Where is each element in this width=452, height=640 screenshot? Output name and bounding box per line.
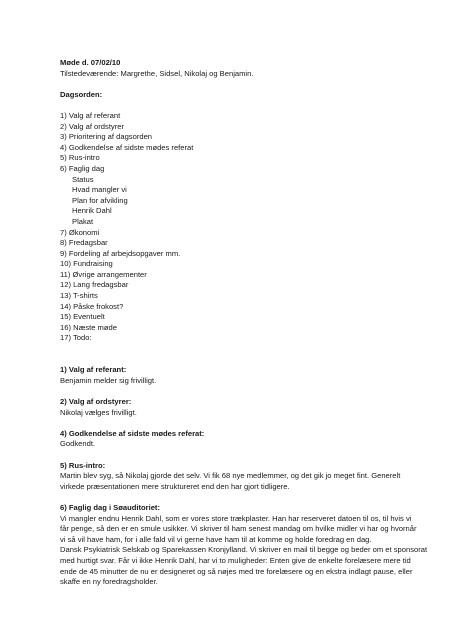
section-ordstyrer (60, 397, 422, 418)
agenda-item: 6) Faglig dag (60, 163, 105, 173)
meeting-title: Møde d. 07/02/10 (60, 58, 121, 67)
section-heading: 5) Rus-intro: (60, 460, 106, 470)
agenda-item: 5) Rus-intro (60, 153, 100, 163)
section-text: Nikolaj vælges frivilligt. (60, 407, 137, 417)
section-text: får penge, så den er en smule usikker. Vi skriver til ham senest mandag om hvilke midler vi har og hvornår (60, 524, 417, 534)
agenda-item: 11) Øvrige arrangementer (60, 269, 147, 279)
agenda-subitem: Status (72, 174, 94, 184)
section-text: Dansk Psykiatrisk Selskab og Sparekassen Kronjylland. Vi skriver en mail til begge og beder om et sponsorat (60, 545, 428, 555)
section-text: Vi mangler endnu Henrik Dahl, som er vores store trækplaster. Han har reserveret datoen til os, til hvis vi (60, 513, 412, 523)
agenda-list (60, 111, 422, 344)
agenda-item: 3) Prioritering af dagsorden (60, 132, 153, 142)
agenda-item: 17) Todo: (60, 333, 92, 343)
agenda-item: 8) Fredagsbar (60, 238, 108, 248)
section-text: virkede præsentationen mere struktureret end den har gjort tidligere. (60, 481, 290, 491)
agenda-subitem: Henrik Dahl (72, 206, 112, 216)
agenda-subitem: Hvad mangler vi (72, 185, 127, 195)
agenda-item: 2) Valg af ordstyrer (60, 121, 125, 131)
section-text: vi så vil have ham, for i alle fald vil vi gerne have ham til at komme og holde foredrag en dag. (60, 534, 372, 544)
agenda-item: 10) Fundraising (60, 259, 113, 269)
agenda-subitem: Plakat (72, 216, 94, 226)
section-referant (60, 365, 422, 386)
section-heading: 2) Valg af ordstyrer: (60, 397, 132, 406)
agenda-item: 13) T-shirts (60, 291, 98, 301)
agenda-item: 7) Økonomi (60, 227, 100, 237)
agenda-item: 9) Fordeling af arbejdsopgaver mm. (60, 248, 181, 258)
agenda-subitem: Plan for afvikling (72, 195, 128, 205)
agenda-heading: Dagsorden: (60, 89, 103, 99)
section-text: med hurtigt svar. Får vi ikke Henrik Dahl, har vi to muligheder: Enten give de enkelte forelæsere mere tid (60, 555, 411, 565)
agenda-item: 4) Godkendelse af sidste mødes referat (60, 142, 194, 152)
agenda-item: 16) Næste møde (60, 322, 117, 332)
section-rus-intro (60, 461, 422, 493)
section-text: Benjamin melder sig frivilligt. (60, 375, 157, 385)
agenda-item: 14) Påske frokost? (60, 301, 124, 311)
section-text: skaffe en ny foredragsholder. (60, 577, 158, 587)
section-text: Martin blev syg, så Nikolaj gjorde det selv. Vi fik 68 nye medlemmer, og det gik jo meget fint. Generelt (60, 471, 401, 481)
section-heading: 1) Valg af referant: (60, 365, 127, 375)
section-heading: 6) Faglig dag i Søauditoriet: (60, 502, 160, 512)
section-godkendelse (60, 429, 422, 450)
agenda-item: 15) Eventuelt (60, 312, 105, 322)
agenda-item: 1) Valg af referant (60, 110, 121, 120)
attendees-line: Tilstedeværende: Margrethe, Sidsel, Nikolaj og Benjamin. (60, 68, 254, 78)
agenda-item: 12) Lang fredagsbar (60, 280, 129, 290)
section-heading: 4) Godkendelse af sidste mødes referat: (60, 428, 205, 438)
section-faglig-dag (60, 502, 428, 588)
section-text: Godkendt. (60, 439, 96, 449)
section-text: ende de 45 minutter de nu er designeret og så nøjes med tre forelæsere og en ekstra indlagt pause, eller (60, 566, 413, 576)
